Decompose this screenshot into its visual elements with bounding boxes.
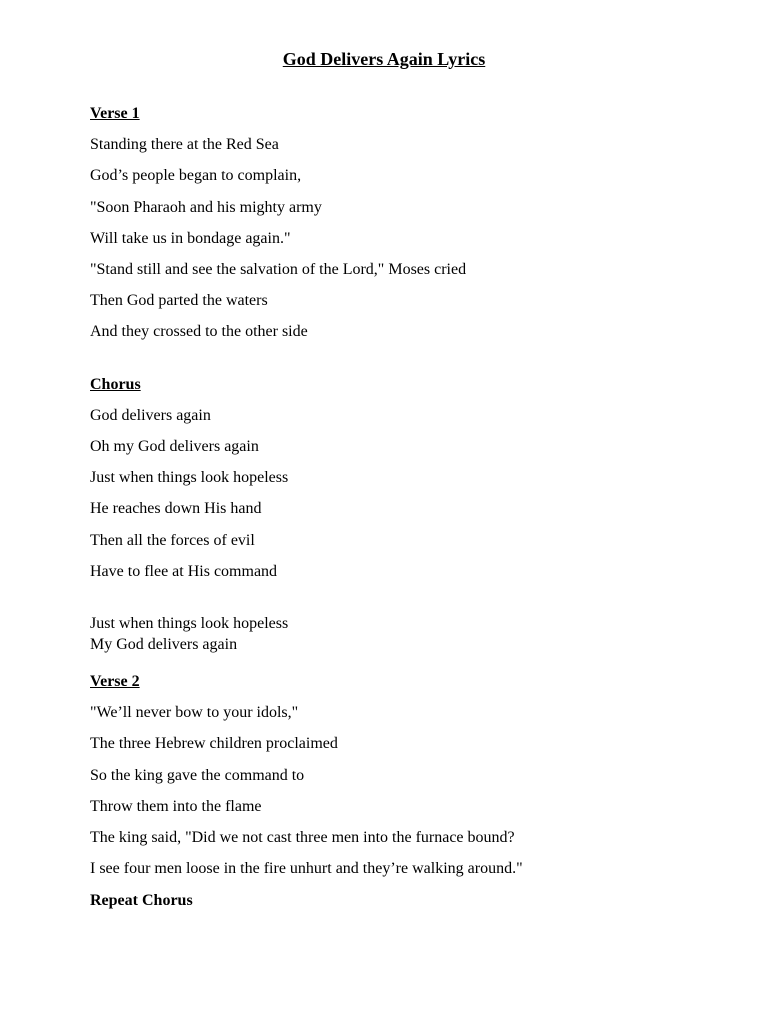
page-title: God Delivers Again Lyrics [282, 49, 486, 69]
verse-1-line: And they crossed to the other side [90, 323, 308, 340]
verse-1-line: "Stand still and see the salvation of the Lord," Moses cried [90, 261, 467, 278]
verse-2-line: The king said, "Did we not cast three men into the furnace bound? [90, 829, 515, 846]
verse-2-line: Throw them into the flame [90, 798, 262, 815]
chorus-tag-line: Just when things look hopeless [90, 615, 289, 632]
chorus-heading: Chorus [90, 376, 141, 393]
chorus-line: Have to flee at His command [90, 563, 278, 580]
verse-2-line: So the king gave the command to [90, 767, 305, 784]
verse-2-heading: Verse 2 [90, 673, 140, 690]
verse-1-line: Will take us in bondage again." [90, 230, 291, 247]
verse-2-line: The three Hebrew children proclaimed [90, 735, 338, 752]
repeat-chorus-label: Repeat Chorus [90, 892, 193, 909]
chorus-line: Then all the forces of evil [90, 532, 255, 549]
verse-2-line: I see four men loose in the fire unhurt and they’re walking around." [90, 860, 523, 877]
verse-1-line: Then God parted the waters [90, 292, 268, 309]
chorus-line: Oh my God delivers again [90, 438, 259, 455]
chorus-line: Just when things look hopeless [90, 469, 289, 486]
chorus-line: God delivers again [90, 407, 211, 424]
verse-1-heading: Verse 1 [90, 105, 140, 122]
chorus-line: He reaches down His hand [90, 500, 262, 517]
chorus-tag-line: My God delivers again [90, 636, 238, 653]
verse-1-line: "Soon Pharaoh and his mighty army [90, 199, 322, 216]
verse-1-line: Standing there at the Red Sea [90, 136, 279, 153]
verse-1-line: God’s people began to complain, [90, 167, 302, 184]
verse-2-line: "We’ll never bow to your idols," [90, 704, 299, 721]
